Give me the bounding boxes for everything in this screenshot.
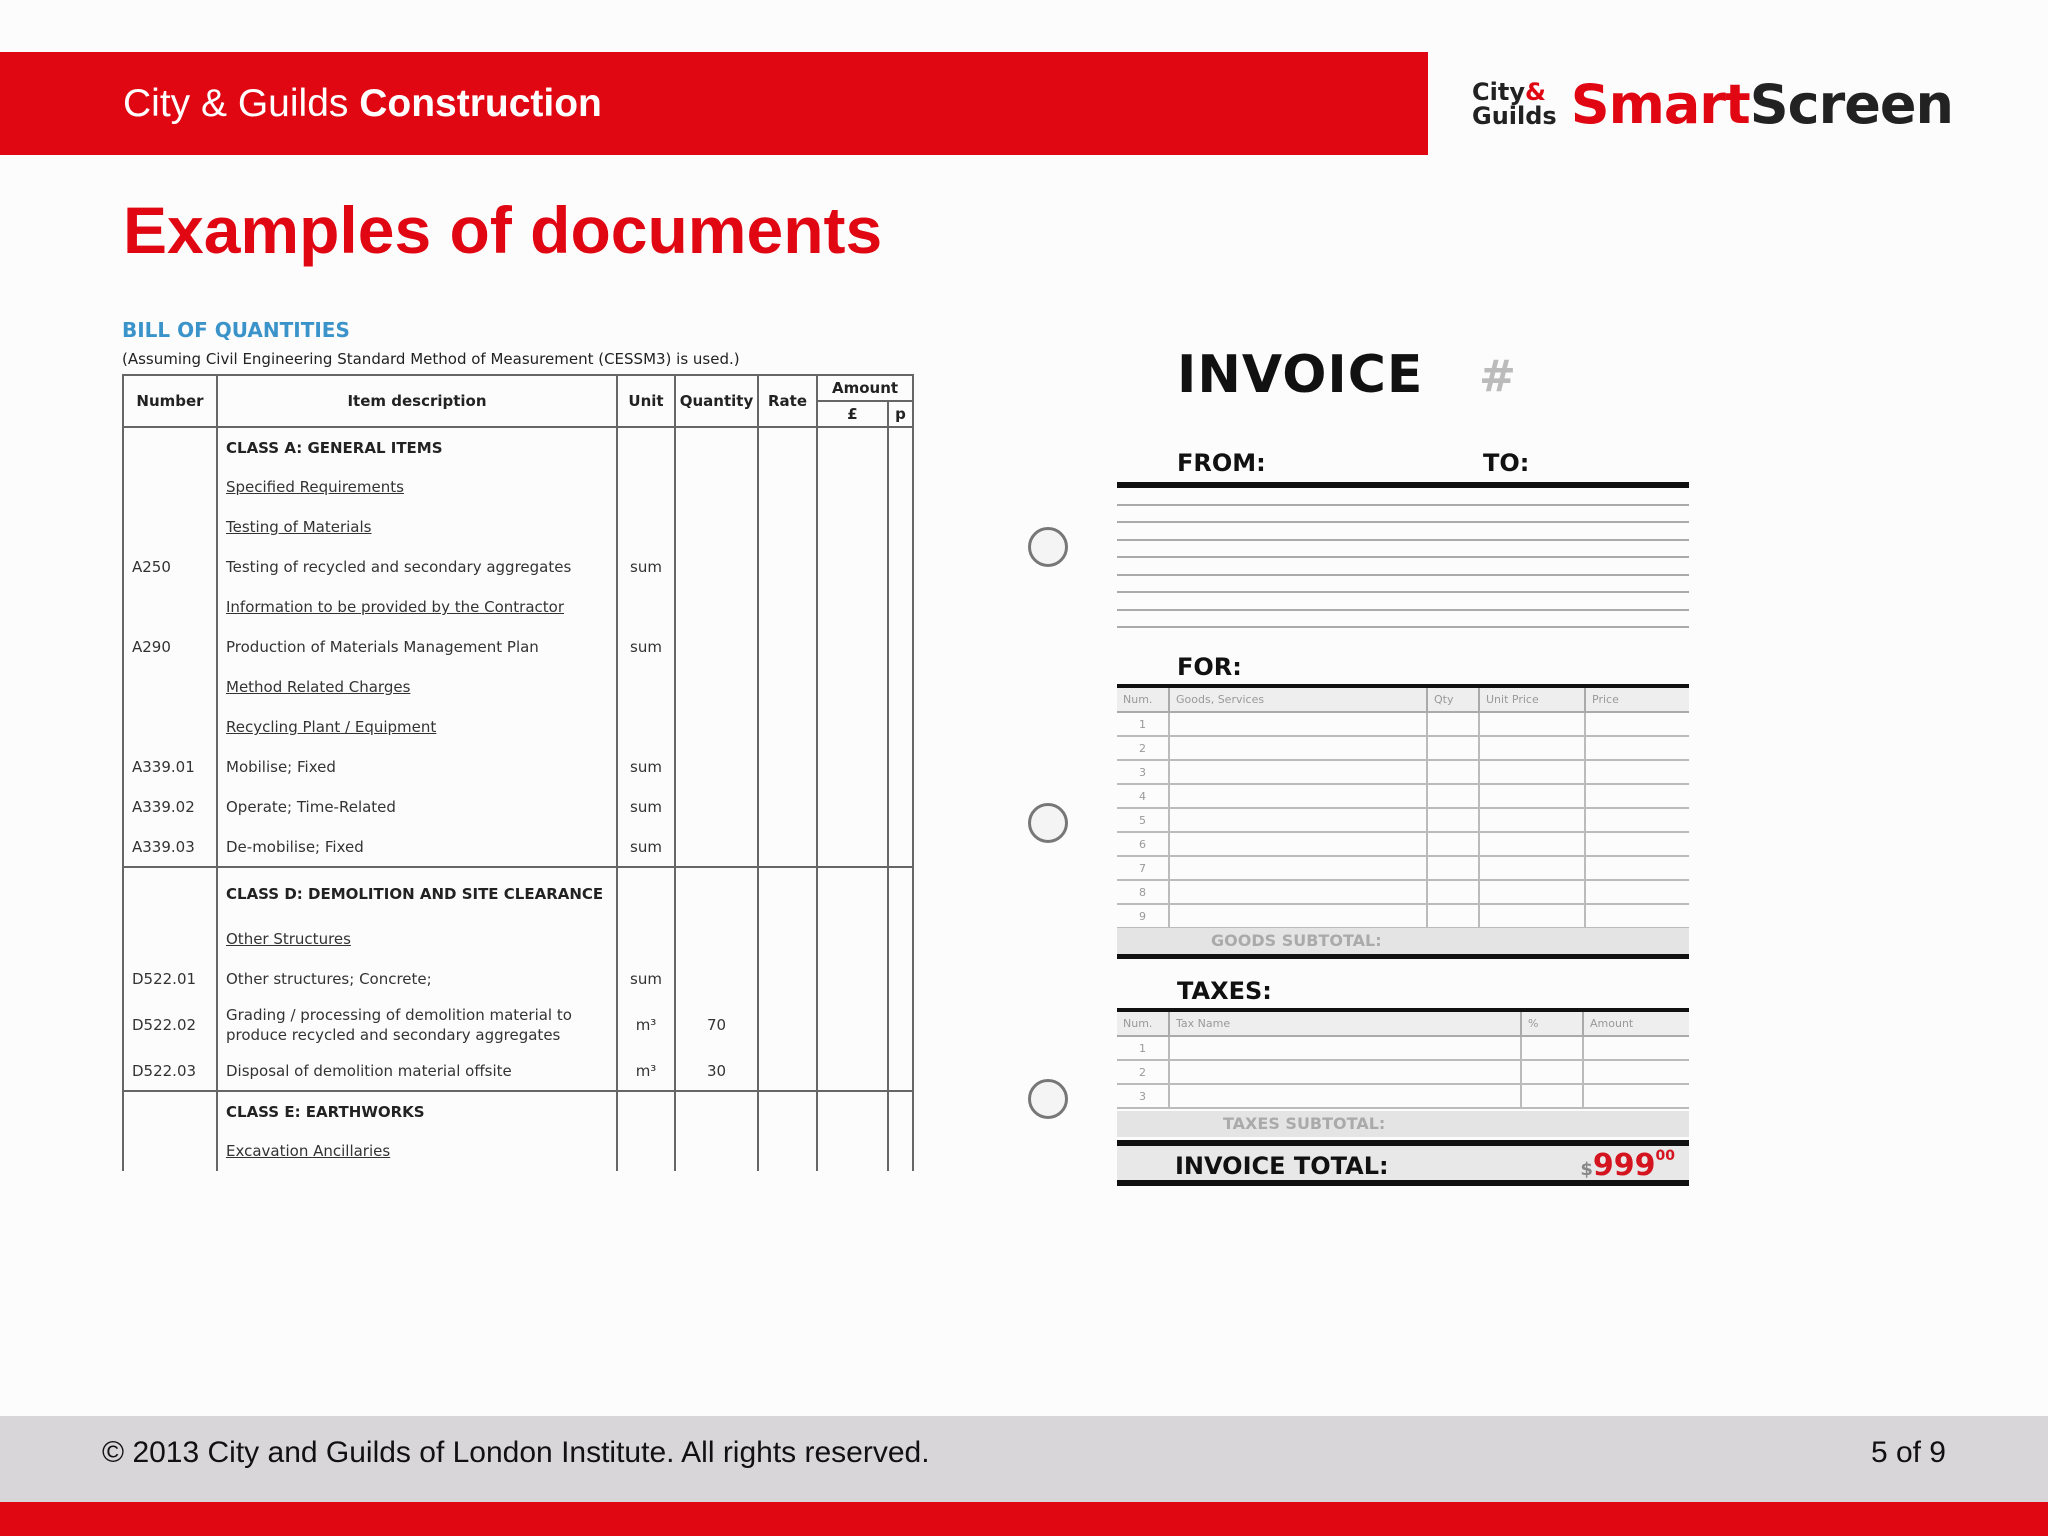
- goods-row: [1117, 736, 1689, 760]
- empty-cell: [1169, 760, 1427, 784]
- boq-cell-number: D522.01: [123, 959, 217, 999]
- boq-cell-pence: [888, 427, 913, 467]
- boq-cell-description: Other Structures: [217, 919, 617, 959]
- empty-cell: [1583, 1060, 1689, 1084]
- boq-cell-description: Disposal of demolition material offsite: [217, 1051, 617, 1091]
- boq-cell-quantity: [675, 959, 758, 999]
- empty-cell: [1427, 712, 1479, 736]
- empty-cell: [1427, 784, 1479, 808]
- empty-cell: [1585, 712, 1689, 736]
- boq-cell-number: [123, 667, 217, 707]
- boq-cell-description: CLASS E: EARTHWORKS: [217, 1091, 617, 1131]
- row-number: 1: [1117, 712, 1169, 736]
- boq-cell-pounds: [817, 827, 888, 867]
- empty-cell: [1521, 1036, 1583, 1060]
- boq-cell-pounds: [817, 787, 888, 827]
- empty-cell: [1585, 808, 1689, 832]
- boq-cell-unit: [617, 667, 675, 707]
- boq-cell-rate: [758, 627, 817, 667]
- empty-cell: [1169, 856, 1427, 880]
- boq-cell-pence: [888, 467, 913, 507]
- boq-cell-number: A250: [123, 547, 217, 587]
- boq-cell-unit: [617, 1131, 675, 1171]
- empty-cell: [1427, 832, 1479, 856]
- empty-cell: [1521, 1084, 1583, 1108]
- boq-cell-quantity: [675, 547, 758, 587]
- city-guilds-logo: [1472, 80, 1557, 128]
- invoice-total-amount: 999: [1592, 1148, 1656, 1183]
- empty-cell: [1169, 1036, 1521, 1060]
- boq-cell-pounds: [817, 587, 888, 627]
- boq-cell-quantity: 70: [675, 999, 758, 1051]
- boq-cell-quantity: [675, 919, 758, 959]
- col-rate: Rate: [758, 375, 817, 427]
- goods-row: [1117, 904, 1689, 928]
- boq-cell-number: A339.03: [123, 827, 217, 867]
- empty-cell: [1479, 832, 1585, 856]
- boq-cell-unit: sum: [617, 787, 675, 827]
- boq-cell-pounds: [817, 1051, 888, 1091]
- tax-row: [1117, 1060, 1689, 1084]
- boq-cell-unit: [617, 467, 675, 507]
- boq-row: [123, 627, 913, 667]
- boq-cell-rate: [758, 667, 817, 707]
- boq-cell-pounds: [817, 959, 888, 999]
- boq-cell-pence: [888, 999, 913, 1051]
- boq-cell-quantity: [675, 1131, 758, 1171]
- page-indicator: 5 of 9: [1870, 1436, 1946, 1469]
- row-number: 2: [1117, 736, 1169, 760]
- row-number: 1: [1117, 1036, 1169, 1060]
- boq-cell-number: A290: [123, 627, 217, 667]
- empty-cell: [1169, 1060, 1521, 1084]
- col-amount: Amount: [817, 375, 913, 401]
- header-title-regular: City & Guilds: [123, 82, 360, 125]
- boq-cell-pounds: [817, 627, 888, 667]
- boq-cell-number: [123, 1091, 217, 1131]
- goods-column-header: Unit Price: [1479, 688, 1585, 712]
- invoice-rule: [1117, 954, 1689, 959]
- boq-row: [123, 747, 913, 787]
- empty-cell: [1427, 880, 1479, 904]
- invoice-total-currency: $: [1580, 1159, 1593, 1180]
- logo-amp: &: [1524, 78, 1546, 106]
- tax-column-header: Tax Name: [1169, 1012, 1521, 1036]
- boq-cell-number: [123, 427, 217, 467]
- goods-row: [1117, 808, 1689, 832]
- empty-cell: [1521, 1060, 1583, 1084]
- col-pence: p: [888, 401, 913, 427]
- boq-cell-unit: sum: [617, 827, 675, 867]
- boq-cell-unit: sum: [617, 547, 675, 587]
- invoice-for-label: FOR:: [1177, 653, 1242, 681]
- empty-cell: [1169, 736, 1427, 760]
- empty-cell: [1427, 736, 1479, 760]
- boq-cell-description: Mobilise; Fixed: [217, 747, 617, 787]
- boq-cell-rate: [758, 867, 817, 919]
- boq-row: [123, 787, 913, 827]
- boq-row: [123, 547, 913, 587]
- boq-title: BILL OF QUANTITIES: [122, 318, 350, 342]
- boq-cell-quantity: 30: [675, 1051, 758, 1091]
- header-title-bold: Construction: [359, 82, 602, 125]
- goods-column-header: Num.: [1117, 688, 1169, 712]
- boq-row: [123, 1051, 913, 1091]
- boq-cell-unit: [617, 427, 675, 467]
- boq-cell-number: [123, 707, 217, 747]
- row-number: 2: [1117, 1060, 1169, 1084]
- row-number: 4: [1117, 784, 1169, 808]
- boq-cell-description: Information to be provided by the Contractor: [217, 587, 617, 627]
- boq-cell-pounds: [817, 999, 888, 1051]
- logo-smart: Smart: [1570, 72, 1750, 136]
- boq-cell-rate: [758, 827, 817, 867]
- boq-cell-unit: m³: [617, 999, 675, 1051]
- boq-row: [123, 867, 913, 919]
- boq-cell-description: Operate; Time-Related: [217, 787, 617, 827]
- boq-cell-pence: [888, 959, 913, 999]
- boq-cell-description: Recycling Plant / Equipment: [217, 707, 617, 747]
- empty-cell: [1585, 736, 1689, 760]
- boq-cell-number: [123, 867, 217, 919]
- goods-column-header: Price: [1585, 688, 1689, 712]
- empty-cell: [1585, 832, 1689, 856]
- invoice-total-label: INVOICE TOTAL:: [1175, 1152, 1389, 1180]
- goods-subtotal: GOODS SUBTOTAL:: [1117, 928, 1689, 954]
- row-number: 3: [1117, 760, 1169, 784]
- goods-row: [1117, 880, 1689, 904]
- empty-cell: [1427, 856, 1479, 880]
- boq-cell-number: [123, 507, 217, 547]
- empty-cell: [1169, 712, 1427, 736]
- boq-body: [123, 427, 913, 1171]
- boq-cell-unit: [617, 867, 675, 919]
- invoice-total-value: [1580, 1148, 1675, 1183]
- boq-cell-quantity: [675, 667, 758, 707]
- boq-table: [122, 374, 914, 1171]
- empty-cell: [1479, 712, 1585, 736]
- empty-cell: [1479, 904, 1585, 928]
- boq-cell-pounds: [817, 747, 888, 787]
- boq-cell-rate: [758, 999, 817, 1051]
- empty-cell: [1583, 1084, 1689, 1108]
- bill-of-quantities: [122, 318, 916, 1213]
- boq-cell-pounds: [817, 919, 888, 959]
- boq-row: [123, 707, 913, 747]
- boq-cell-pounds: [817, 547, 888, 587]
- boq-cell-pence: [888, 547, 913, 587]
- boq-cell-quantity: [675, 507, 758, 547]
- boq-cell-rate: [758, 787, 817, 827]
- row-number: 6: [1117, 832, 1169, 856]
- goods-row: [1117, 784, 1689, 808]
- taxes-table: [1117, 1012, 1689, 1109]
- boq-cell-description: De-mobilise; Fixed: [217, 827, 617, 867]
- boq-cell-rate: [758, 507, 817, 547]
- boq-cell-rate: [758, 1091, 817, 1131]
- boq-cell-pence: [888, 627, 913, 667]
- goods-row: [1117, 856, 1689, 880]
- empty-cell: [1169, 904, 1427, 928]
- boq-cell-number: [123, 587, 217, 627]
- boq-cell-pounds: [817, 1131, 888, 1171]
- boq-cell-pence: [888, 667, 913, 707]
- boq-cell-quantity: [675, 707, 758, 747]
- empty-cell: [1585, 856, 1689, 880]
- taxes-label: TAXES:: [1177, 977, 1272, 1005]
- boq-cell-description: Testing of Materials: [217, 507, 617, 547]
- boq-row: [123, 827, 913, 867]
- boq-row: [123, 1091, 913, 1131]
- logo-guilds: Guilds: [1472, 102, 1557, 130]
- empty-cell: [1427, 904, 1479, 928]
- boq-cell-pence: [888, 787, 913, 827]
- col-unit: Unit: [617, 375, 675, 427]
- empty-cell: [1479, 736, 1585, 760]
- boq-cell-unit: sum: [617, 627, 675, 667]
- boq-row: [123, 999, 913, 1051]
- goods-column-header: Goods, Services: [1169, 688, 1427, 712]
- boq-cell-number: A339.02: [123, 787, 217, 827]
- goods-table: [1117, 688, 1689, 929]
- binder-hole: [1028, 803, 1068, 843]
- empty-cell: [1479, 880, 1585, 904]
- tax-column-header: Amount: [1583, 1012, 1689, 1036]
- tax-column-header: %: [1521, 1012, 1583, 1036]
- empty-cell: [1169, 784, 1427, 808]
- address-lines: [1117, 488, 1689, 628]
- row-number: 9: [1117, 904, 1169, 928]
- boq-cell-quantity: [675, 427, 758, 467]
- boq-cell-description: Testing of recycled and secondary aggregates: [217, 547, 617, 587]
- empty-cell: [1479, 784, 1585, 808]
- binder-hole: [1028, 1079, 1068, 1119]
- boq-cell-rate: [758, 427, 817, 467]
- boq-row: [123, 587, 913, 627]
- goods-row: [1117, 832, 1689, 856]
- boq-cell-pence: [888, 867, 913, 919]
- boq-cell-unit: [617, 587, 675, 627]
- tax-column-header: Num.: [1117, 1012, 1169, 1036]
- empty-cell: [1169, 1084, 1521, 1108]
- taxes-subtotal: TAXES SUBTOTAL:: [1117, 1111, 1689, 1137]
- boq-cell-quantity: [675, 827, 758, 867]
- boq-cell-pounds: [817, 867, 888, 919]
- logo-screen: Screen: [1749, 72, 1953, 136]
- invoice: [1115, 345, 1691, 1200]
- page-title: Examples of documents: [123, 193, 883, 267]
- boq-subtitle: (Assuming Civil Engineering Standard Method of Measurement (CESSM3) is used.): [122, 350, 740, 368]
- boq-cell-description: Excavation Ancillaries: [217, 1131, 617, 1171]
- boq-cell-number: D522.02: [123, 999, 217, 1051]
- boq-cell-number: [123, 919, 217, 959]
- invoice-total-cents: 00: [1655, 1148, 1675, 1164]
- boq-cell-quantity: [675, 747, 758, 787]
- boq-cell-description: CLASS A: GENERAL ITEMS: [217, 427, 617, 467]
- boq-cell-rate: [758, 747, 817, 787]
- boq-cell-pence: [888, 707, 913, 747]
- boq-cell-unit: sum: [617, 747, 675, 787]
- boq-cell-quantity: [675, 1091, 758, 1131]
- boq-cell-description: Production of Materials Management Plan: [217, 627, 617, 667]
- boq-cell-rate: [758, 707, 817, 747]
- boq-cell-number: A339.01: [123, 747, 217, 787]
- boq-cell-unit: [617, 707, 675, 747]
- boq-cell-unit: [617, 919, 675, 959]
- goods-row: [1117, 712, 1689, 736]
- goods-row: [1117, 760, 1689, 784]
- boq-cell-unit: sum: [617, 959, 675, 999]
- binder-hole: [1028, 527, 1068, 567]
- invoice-to-label: TO:: [1483, 449, 1530, 477]
- boq-cell-rate: [758, 467, 817, 507]
- empty-cell: [1427, 760, 1479, 784]
- boq-cell-description: Method Related Charges: [217, 667, 617, 707]
- col-description: Item description: [217, 375, 617, 427]
- boq-cell-pence: [888, 1051, 913, 1091]
- empty-cell: [1585, 904, 1689, 928]
- empty-cell: [1585, 760, 1689, 784]
- boq-row: [123, 919, 913, 959]
- empty-cell: [1479, 856, 1585, 880]
- empty-cell: [1479, 808, 1585, 832]
- boq-cell-pounds: [817, 507, 888, 547]
- empty-cell: [1169, 832, 1427, 856]
- boq-row: [123, 427, 913, 467]
- boq-row: [123, 1131, 913, 1171]
- boq-cell-number: [123, 1131, 217, 1171]
- bottom-bar: [0, 1502, 2048, 1536]
- row-number: 8: [1117, 880, 1169, 904]
- empty-cell: [1583, 1036, 1689, 1060]
- empty-cell: [1585, 880, 1689, 904]
- logo-city: City: [1472, 78, 1525, 106]
- boq-cell-pence: [888, 827, 913, 867]
- boq-cell-unit: m³: [617, 1051, 675, 1091]
- boq-cell-rate: [758, 547, 817, 587]
- tax-row: [1117, 1036, 1689, 1060]
- smartscreen-logo: [1472, 72, 1953, 136]
- boq-cell-pounds: [817, 707, 888, 747]
- boq-row: [123, 507, 913, 547]
- invoice-title: INVOICE: [1177, 345, 1424, 405]
- tax-row: [1117, 1084, 1689, 1108]
- boq-cell-pounds: [817, 667, 888, 707]
- boq-cell-pounds: [817, 467, 888, 507]
- boq-cell-description: Grading / processing of demolition material to produce recycled and secondary aggregates: [217, 999, 617, 1051]
- row-number: 3: [1117, 1084, 1169, 1108]
- boq-cell-rate: [758, 1131, 817, 1171]
- boq-cell-quantity: [675, 467, 758, 507]
- boq-row: [123, 467, 913, 507]
- boq-cell-pence: [888, 747, 913, 787]
- col-quantity: Quantity: [675, 375, 758, 427]
- footer-copyright: © 2013 City and Guilds of London Institute. All rights reserved.: [102, 1436, 930, 1469]
- boq-cell-description: CLASS D: DEMOLITION AND SITE CLEARANCE: [217, 867, 617, 919]
- empty-cell: [1169, 808, 1427, 832]
- boq-cell-pence: [888, 1091, 913, 1131]
- boq-row: [123, 667, 913, 707]
- boq-cell-description: Other structures; Concrete;: [217, 959, 617, 999]
- empty-cell: [1585, 784, 1689, 808]
- boq-cell-rate: [758, 1051, 817, 1091]
- invoice-number-hash: #: [1479, 351, 1516, 402]
- row-number: 7: [1117, 856, 1169, 880]
- boq-cell-quantity: [675, 867, 758, 919]
- boq-cell-pence: [888, 1131, 913, 1171]
- header-title: [123, 82, 602, 126]
- invoice-total: [1117, 1140, 1689, 1186]
- col-pounds: £: [817, 401, 888, 427]
- boq-cell-rate: [758, 959, 817, 999]
- boq-cell-pence: [888, 919, 913, 959]
- boq-cell-number: [123, 467, 217, 507]
- boq-cell-unit: [617, 1091, 675, 1131]
- empty-cell: [1169, 880, 1427, 904]
- boq-cell-pence: [888, 507, 913, 547]
- empty-cell: [1427, 808, 1479, 832]
- boq-cell-quantity: [675, 587, 758, 627]
- invoice-from-label: FROM:: [1177, 449, 1266, 477]
- boq-row: [123, 959, 913, 999]
- goods-column-header: Qty: [1427, 688, 1479, 712]
- boq-cell-pounds: [817, 427, 888, 467]
- boq-cell-pence: [888, 587, 913, 627]
- boq-cell-quantity: [675, 787, 758, 827]
- boq-cell-rate: [758, 587, 817, 627]
- row-number: 5: [1117, 808, 1169, 832]
- empty-cell: [1479, 760, 1585, 784]
- boq-cell-unit: [617, 507, 675, 547]
- boq-cell-pounds: [817, 1091, 888, 1131]
- col-number: Number: [123, 375, 217, 427]
- boq-cell-rate: [758, 919, 817, 959]
- boq-cell-description: Specified Requirements: [217, 467, 617, 507]
- boq-cell-number: D522.03: [123, 1051, 217, 1091]
- boq-cell-quantity: [675, 627, 758, 667]
